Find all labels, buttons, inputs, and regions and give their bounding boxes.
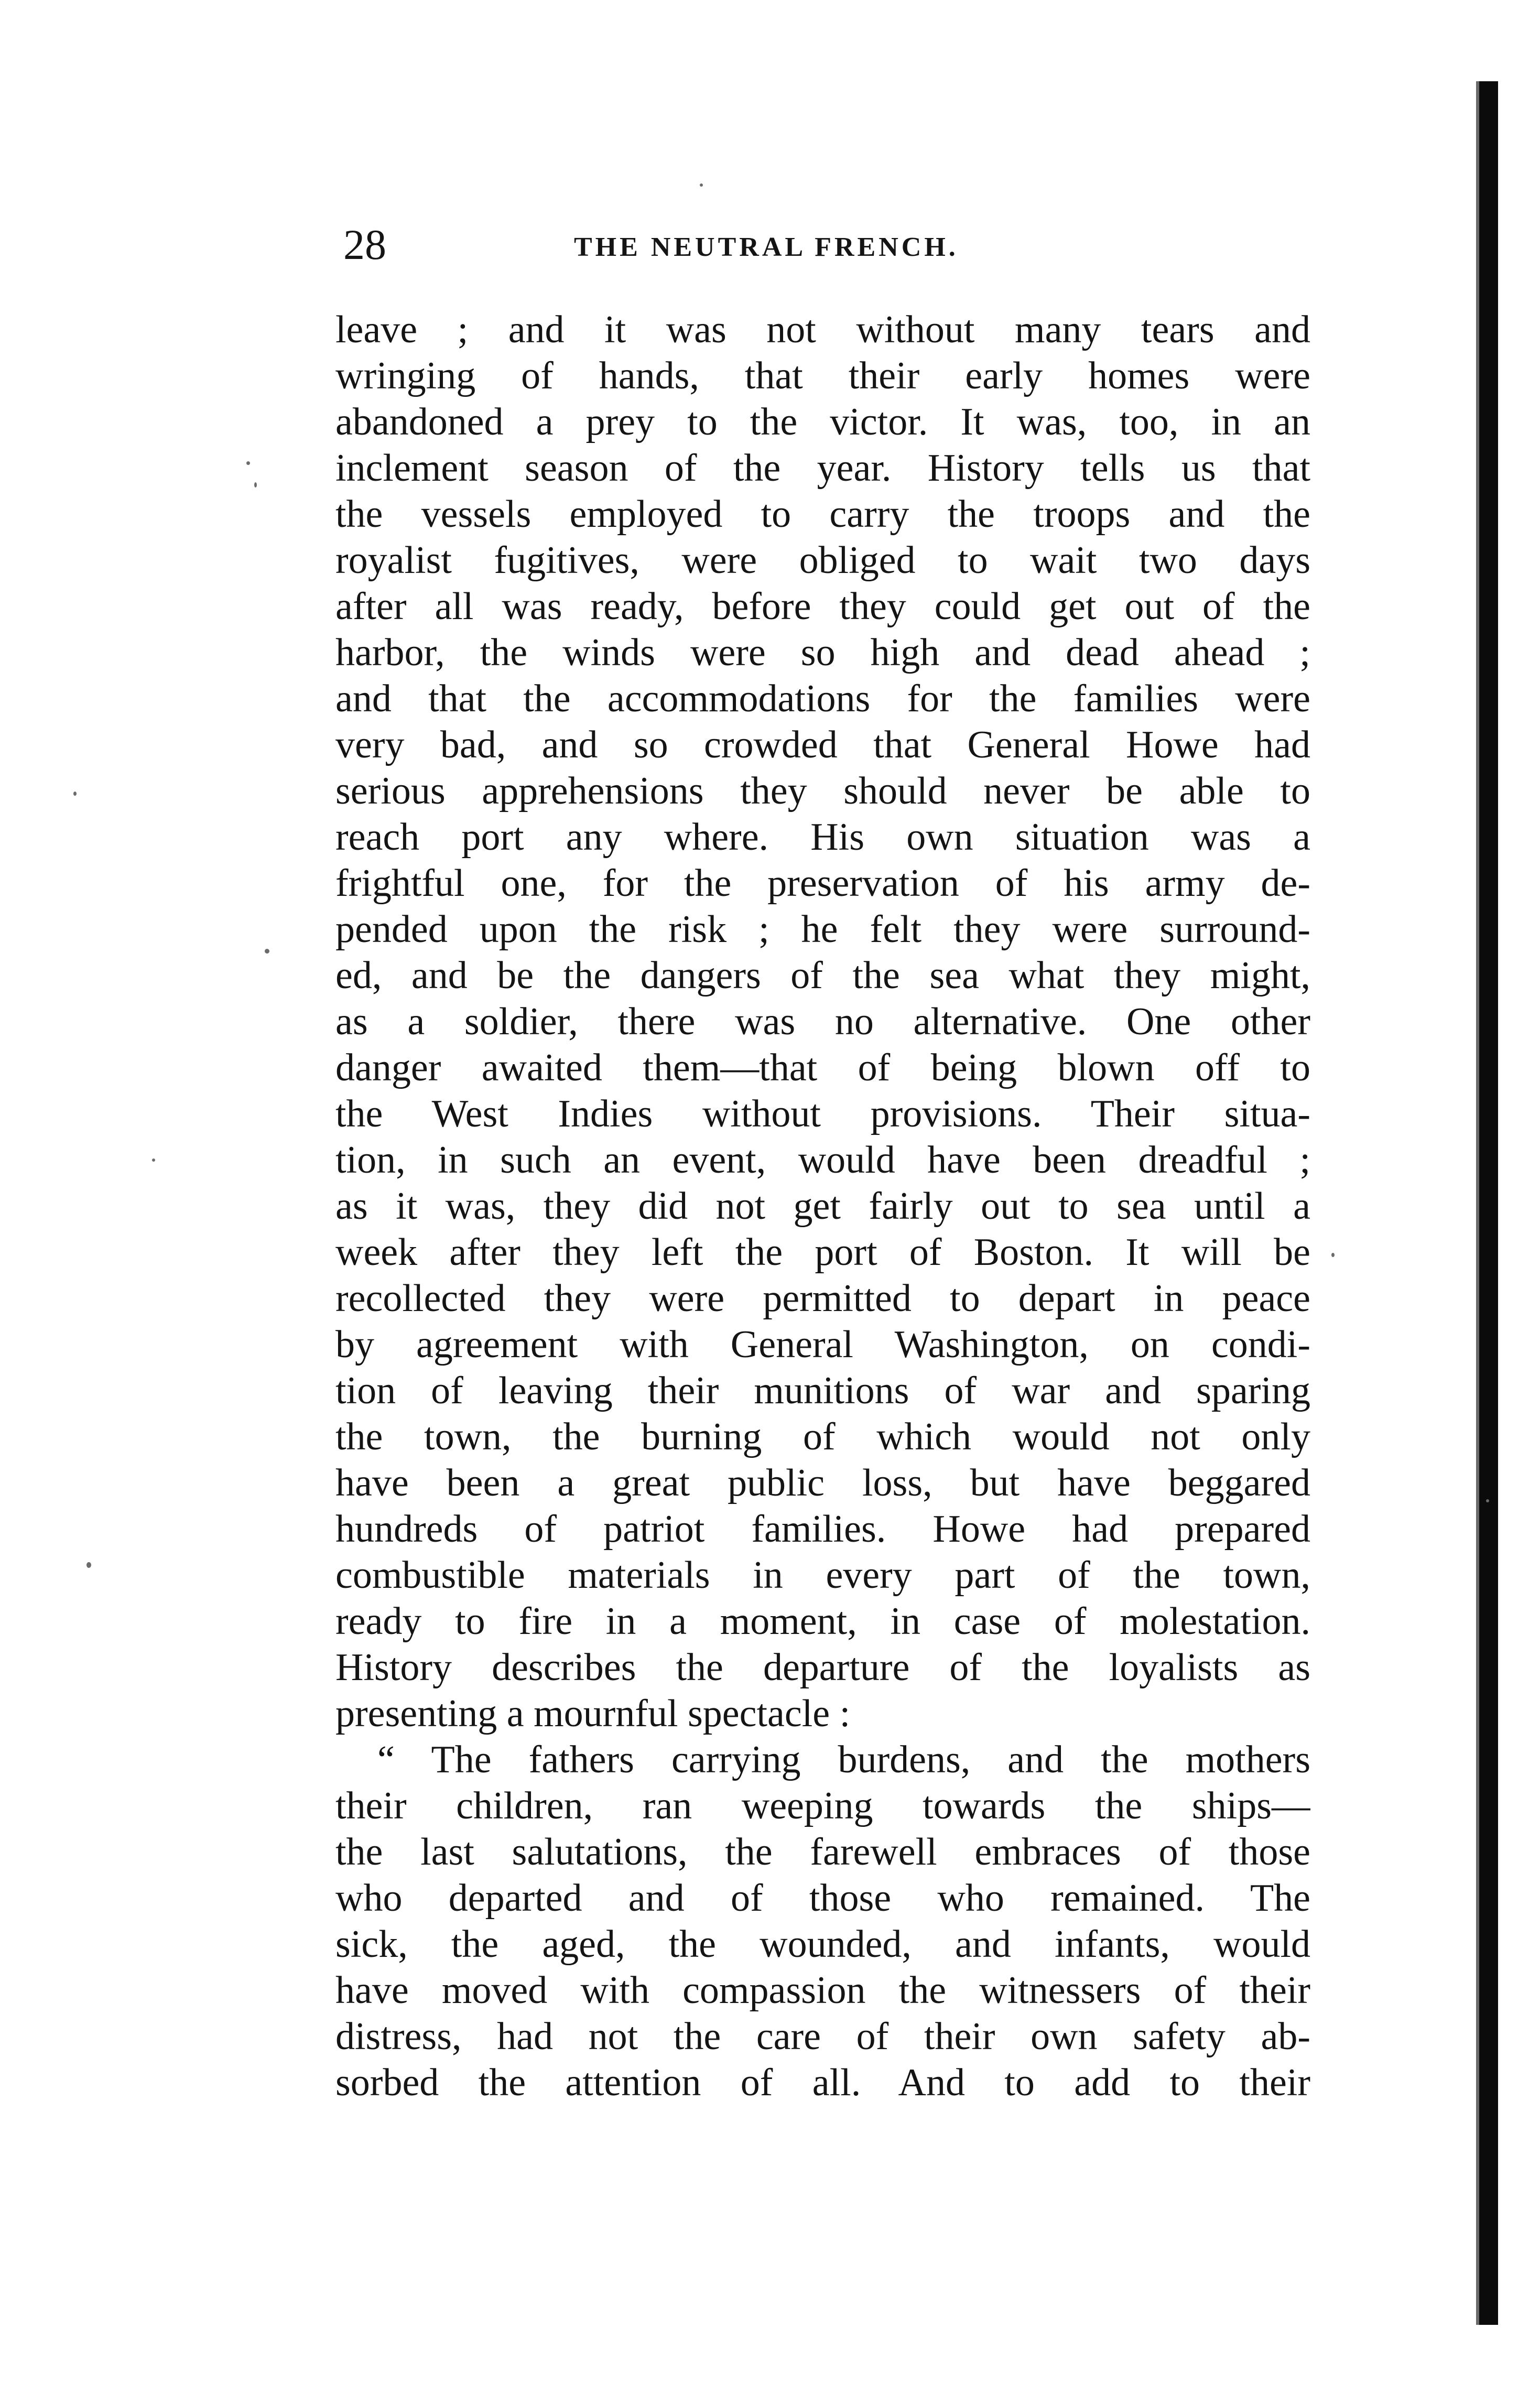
text-line: ready to fire in a moment, in case of molestation. xyxy=(335,1600,1310,1643)
text-line: the vessels employed to carry the troops and the xyxy=(335,493,1310,536)
quote-line: their children, ran weeping towards the ships— xyxy=(335,1784,1310,1827)
scan-speck xyxy=(1486,1499,1489,1502)
text-line: harbor, the winds were so high and dead ahead ; xyxy=(335,631,1310,674)
scan-speck xyxy=(246,461,250,465)
quote-line: sorbed the attention of all. And to add to their xyxy=(335,2061,1310,2104)
text-line: pended upon the risk ; he felt they were surround- xyxy=(335,908,1310,951)
text-line: by agreement with General Washington, on condi- xyxy=(335,1323,1310,1366)
scan-binding-edge xyxy=(1479,81,1498,2325)
scan-speck xyxy=(265,949,269,954)
text-line: ed, and be the dangers of the sea what they might, xyxy=(335,954,1310,997)
text-line: wringing of hands, that their early homes were xyxy=(335,354,1310,397)
text-line: hundreds of patriot families. Howe had prepared xyxy=(335,1508,1310,1551)
page-header xyxy=(343,216,1303,274)
text-line: tion, in such an event, would have been dreadful ; xyxy=(335,1139,1310,1182)
scan-binding-shadow xyxy=(1476,81,1479,2325)
scan-speck xyxy=(700,183,703,187)
text-line: frightful one, for the preservation of his army de- xyxy=(335,862,1310,905)
text-line: and that the accommodations for the families were xyxy=(335,677,1310,720)
body-text xyxy=(335,307,1310,2106)
text-line: the West Indies without provisions. Their situa- xyxy=(335,1092,1310,1135)
scan-speck xyxy=(254,482,257,488)
quote-line: the last salutations, the farewell embraces of those xyxy=(335,1831,1310,1874)
scan-speck xyxy=(86,1562,91,1568)
text-line: danger awaited them—that of being blown off to xyxy=(335,1046,1310,1089)
text-line: serious apprehensions they should never be able to xyxy=(335,770,1310,813)
text-line: combustible materials in every part of the town, xyxy=(335,1554,1310,1597)
text-line: History describes the departure of the loyalists as xyxy=(335,1646,1310,1689)
text-line: week after they left the port of Boston. It will be xyxy=(335,1231,1310,1274)
quote-line: have moved with compassion the witnessers of their xyxy=(335,1969,1310,2012)
text-line: have been a great public loss, but have beggared xyxy=(335,1461,1310,1504)
page-number: 28 xyxy=(343,221,386,268)
quote-line: sick, the aged, the wounded, and infants, would xyxy=(335,1923,1310,1966)
quote-line: “ The fathers carrying burdens, and the mothers xyxy=(377,1738,1310,1781)
text-line: leave ; and it was not without many tears and xyxy=(335,308,1310,351)
quote-line: distress, had not the care of their own safety ab- xyxy=(335,2015,1310,2058)
text-line: reach port any where. His own situation was a xyxy=(335,816,1310,859)
quote-line: who departed and of those who remained. The xyxy=(335,1877,1310,1920)
scan-speck xyxy=(1331,1253,1335,1257)
text-line: royalist fugitives, were obliged to wait two days xyxy=(335,539,1310,582)
scan-speck xyxy=(73,792,77,796)
text-line: presenting a mournful spectacle : xyxy=(335,1692,851,1735)
text-line: as it was, they did not get fairly out to sea until a xyxy=(335,1185,1310,1228)
text-line: the town, the burning of which would not only xyxy=(335,1415,1310,1458)
text-line: after all was ready, before they could get out of the xyxy=(335,585,1310,628)
text-line: very bad, and so crowded that General Howe had xyxy=(335,723,1310,766)
scan-speck xyxy=(152,1158,155,1162)
text-line: tion of leaving their munitions of war and sparing xyxy=(335,1369,1310,1412)
running-head: THE NEUTRAL FRENCH. xyxy=(574,232,959,262)
text-line: as a soldier, there was no alternative. One other xyxy=(335,1000,1310,1043)
text-line: recollected they were permitted to depart in peace xyxy=(335,1277,1310,1320)
text-line: abandoned a prey to the victor. It was, too, in an xyxy=(335,400,1310,443)
text-line: inclement season of the year. History tells us that xyxy=(335,447,1310,490)
